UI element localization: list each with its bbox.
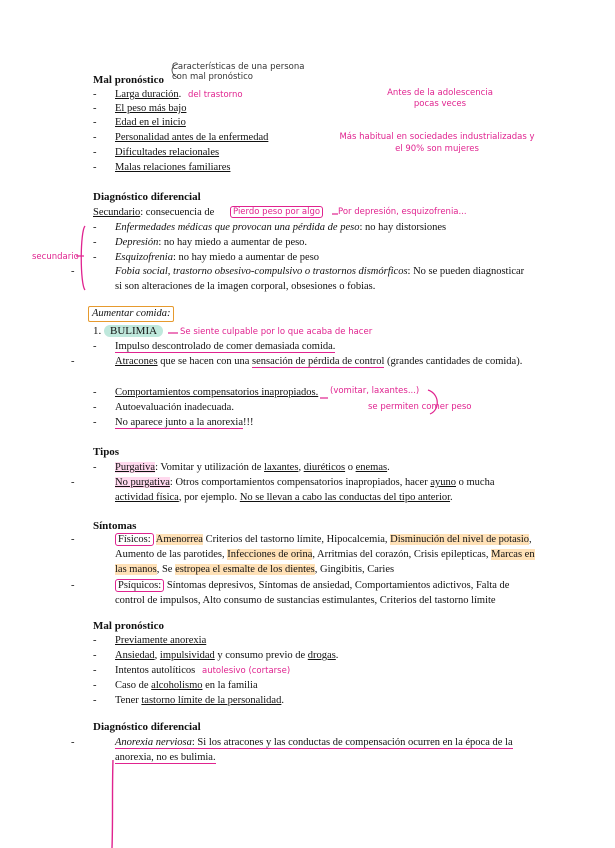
boxed-heading-aumentar-comida: Aumentar comida: xyxy=(88,306,174,322)
list-item: - Comportamientos compensatorios inapropiados. xyxy=(93,387,319,398)
list-item: - Personalidad antes de la enfermedad xyxy=(93,132,269,143)
list-item-anorexia: - Anorexia nerviosa: Si los atracones y las conductas de compensación ocurren en la época de la anorexia, no es bulimia. xyxy=(71,737,513,763)
list-item-psiquicos: - Psíquicos: Síntomas depresivos, Síntomas de ansiedad, Comportamientos adictivos, Falta de control de impulsos, Alto consumo de sustancias estimulantes, Criterios del tastorno límite xyxy=(71,580,510,606)
arrow-vomitar xyxy=(428,390,437,414)
list-item: - El peso más bajo xyxy=(93,103,187,114)
list-item: - No aparece junto a la anorexia!!! xyxy=(93,417,254,428)
annotation-secundario: secundario xyxy=(32,252,79,262)
list-item: - Tener tastorno límite de la personalidad. xyxy=(93,695,284,706)
bracket-secundario xyxy=(81,226,85,290)
list-item: - Fobia social, trastorno obsesivo-compulsivo o trastornos dismórficos: No se pueden diagnosticar si son alteraciones de la imagen corporal, obsesiones o fobias. xyxy=(71,266,525,292)
numbered-heading-bulimia: 1. BULIMIA xyxy=(93,324,163,338)
annotation-comer-peso: se permiten comer peso xyxy=(368,402,472,412)
section-title-sintomas: Síntomas xyxy=(93,520,137,532)
section-title-diagnostico-diferencial-2: Diagnóstico diferencial xyxy=(93,721,201,733)
margin-line xyxy=(112,760,113,848)
list-item: - Impulso descontrolado de comer demasiada comida. xyxy=(93,341,336,352)
list-item-no-purgativa: - No purgativa: Otros comportamientos compensatorios inapropiados, hacer ayuno o mucha actividad física, por ejemplo. No se llevan a cabo las conductas del tipo anterior. xyxy=(71,477,495,503)
list-item: - Edad en el inicio xyxy=(93,117,186,128)
list-item: - Ansiedad, impulsividad y consumo previo de drogas. xyxy=(93,650,339,661)
section-title-diagnostico-diferencial: Diagnóstico diferencial xyxy=(93,191,201,203)
annotation-pierdo-peso: Pierdo peso por algo xyxy=(230,206,323,218)
section-title-tipos: Tipos xyxy=(93,446,120,458)
annotation-caracteristicas: Características de una persona con mal pronóstico xyxy=(172,62,305,82)
list-item: - Depresión: no hay miedo a aumentar de peso. xyxy=(93,237,308,248)
list-item: - Autoevaluación inadecuada. xyxy=(93,402,234,413)
list-item: - Dificultades relacionales xyxy=(93,147,220,158)
list-item: - Larga duración. xyxy=(93,89,182,100)
list-item: - Intentos autolíticos xyxy=(93,665,196,676)
annotation-del-trastorno: del trastorno xyxy=(188,90,243,100)
annotation-por-depresion: Por depresión, esquizofrenia... xyxy=(338,207,467,217)
list-item: - Malas relaciones familiares xyxy=(93,162,231,173)
section-title-mal-pronostico-2: Mal pronóstico xyxy=(93,620,164,632)
paragraph-secundario: Secundario: consecuencia de xyxy=(93,207,215,218)
list-item: - Atracones que se hacen con una sensación de pérdida de control (grandes cantidades de comida). xyxy=(71,356,523,367)
annotation-vomitar: (vomitar, laxantes...) xyxy=(330,386,420,396)
list-item-purgativa: - Purgativa: Vomitar y utilización de laxantes, diuréticos o enemas. xyxy=(93,462,390,473)
annotation-autolesivo: autolesivo (cortarse) xyxy=(202,666,291,676)
list-item-fisicos: - Físicos: Amenorrea Criterios del tastorno límite, Hipocalcemia, Disminución del nivel de potasio, Aumento de las parotides, Infecciones de orina, Arritmias del corazón, Crisis epilepticas, Marcas en las manos, Se estropea el esmalte de los dientes, Gingibitis, Caries xyxy=(71,534,535,575)
annotation-antes-adolescencia: Antes de la adolescencia pocas veces xyxy=(387,88,493,109)
annotation-culpable: Se siente culpable por lo que acaba de hacer xyxy=(180,327,373,337)
annotation-mas-habitual: Más habitual en sociedades industrializadas y el 90% son mujeres xyxy=(339,132,535,154)
list-item: - Caso de alcoholismo en la familia xyxy=(93,680,258,691)
list-item: - Esquizofrenia: no hay miedo a aumentar de peso xyxy=(93,252,320,263)
list-item: - Enfermedades médicas que provocan una pérdida de peso: no hay distorsiones xyxy=(93,222,447,233)
list-item: - Previamente anorexia xyxy=(93,635,207,646)
section-title-mal-pronostico: Mal pronóstico xyxy=(93,74,164,86)
arrow-curve xyxy=(172,64,178,78)
